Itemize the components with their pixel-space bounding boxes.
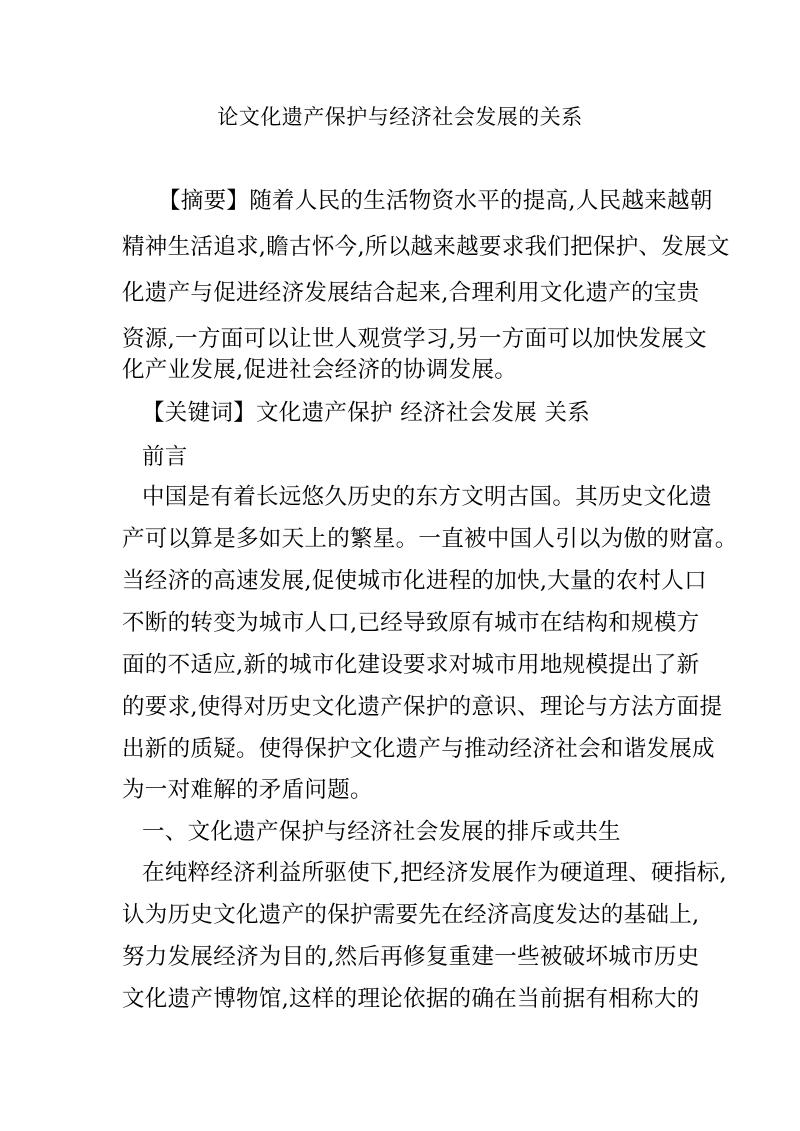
abstract-line-3: 化遗产与促进经济发展结合起来,合理利用文化遗产的宝贵 — [122, 280, 700, 306]
preface-line-4: 不断的转变为城市人口,已经导致原有城市在结构和规模方 — [122, 610, 700, 636]
section-1-line-1: 在纯粹经济利益所驱使下,把经济发展作为硬道理、硬指标, — [142, 860, 727, 886]
document-title: 论文化遗产保护与经济社会发展的关系 — [217, 105, 583, 129]
abstract-line-5: 化产业发展,促进社会经济的协调发展。 — [122, 357, 518, 383]
preface-line-1: 中国是有着长远悠久历史的东方文明古国。其历史文化遗 — [142, 484, 713, 510]
abstract-line-1: 【摘要】随着人民的生活物资水平的提高,人民越来越朝 — [158, 188, 713, 214]
abstract-line-2: 精神生活追求,瞻古怀今,所以越来越要求我们把保护、发展文 — [122, 234, 730, 260]
keywords-line: 【关键词】文化遗产保护 经济社会发展 关系 — [142, 400, 591, 426]
preface-line-2: 产可以算是多如天上的繁星。一直被中国人引以为傲的财富。 — [122, 526, 738, 552]
section-1-line-2: 认为历史文化遗产的保护需要先在经济高度发达的基础上, — [122, 902, 700, 928]
preface-line-8: 为一对难解的矛盾问题。 — [122, 777, 373, 803]
preface-heading: 前言 — [142, 444, 188, 470]
section-1-heading: 一、文化遗产保护与经济社会发展的排斥或共生 — [142, 819, 621, 845]
preface-line-6: 的要求,使得对历史文化遗产保护的意识、理论与方法方面提 — [122, 694, 723, 720]
preface-line-5: 面的不适应,新的城市化建设要求对城市用地规模提出了新 — [122, 652, 700, 678]
section-1-line-3: 努力发展经济为目的,然后再修复重建一些被破坏城市历史 — [122, 944, 700, 970]
section-1-line-4: 文化遗产博物馆,这样的理论依据的确在当前据有相称大的 — [122, 986, 700, 1012]
preface-line-3: 当经济的高速发展,促使城市化进程的加快,大量的农村人口 — [122, 568, 707, 594]
preface-line-7: 出新的质疑。使得保护文化遗产与推动经济社会和谐发展成 — [122, 736, 715, 762]
abstract-line-4: 资源,一方面可以让世人观赏学习,另一方面可以加快发展文 — [122, 326, 707, 352]
